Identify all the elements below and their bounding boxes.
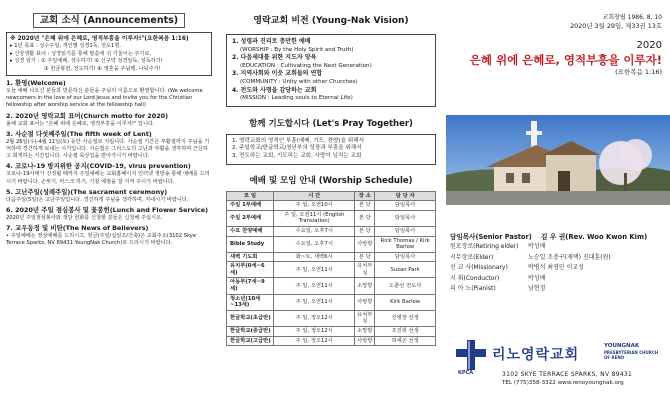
staff-row bbox=[450, 263, 668, 274]
schedule-row bbox=[227, 236, 436, 252]
schedule-cell: 수요일, 오후7시 bbox=[274, 236, 355, 252]
church-en-line3: OF RENO bbox=[604, 355, 625, 361]
schedule-header-row bbox=[227, 191, 436, 201]
staff-name: 남현정 bbox=[528, 285, 546, 292]
schedule-cell: 주 일, 오전11시 bbox=[274, 262, 355, 278]
schedule-cell: 아동부(7세~9세) bbox=[227, 278, 274, 294]
announcement-heading: 5. 고난주일(성례주일)(The sacrament ceremony) bbox=[6, 187, 168, 196]
schedule-title: 예배 및 모임 안내 (Worship Schedule) bbox=[249, 175, 413, 186]
schedule-cell: 주일 2부예배 bbox=[227, 210, 274, 226]
prayer-title: 함께 기도합시다 (Let's Pray Together) bbox=[249, 118, 413, 129]
schedule-row bbox=[227, 201, 436, 211]
pastor-line bbox=[450, 224, 668, 243]
schedule-cell: 유치부실 bbox=[355, 262, 375, 278]
schedule-cell: 본 당 bbox=[355, 210, 375, 226]
vision-item: 2. 다음세대를 위한 지도자 양육 (EDUCATION : Cultivating the Next Generation) bbox=[232, 54, 372, 69]
schedule-cell: 소망방 bbox=[355, 327, 375, 337]
vision-item: 4. 전도와 사명을 감당하는 교회 (MISSION : Leading souls to Eternal Life) bbox=[232, 86, 353, 102]
founded-date: 교회창립 1986. 8. 10 bbox=[602, 14, 662, 21]
schedule-cell: 담임목사 bbox=[375, 201, 436, 211]
announcement-body: 2월 26일(수)-4월 11일(토) 동안 사순절로 지킵니다. 사순절 기간은 부활절까지 주님을 기억하며 경건하게 보내는 시기입니다. 사순절은 그리스도의 고난과 부활을 생각하며 근신하고 회개하는 기간입니다. 사순절 묵상집을 받아가시기 바랍니다. bbox=[6, 138, 210, 160]
schedule-row bbox=[227, 226, 436, 236]
announcement-item bbox=[6, 79, 212, 110]
church-en-line2: PRESBYTERIAN CHURCH bbox=[604, 349, 659, 355]
church-cross-logo-icon bbox=[456, 340, 486, 370]
schedule-row bbox=[227, 294, 436, 310]
announcement-item bbox=[6, 112, 212, 128]
pastor-name: 김 우 권(Rev. Woo Kwon Kim) bbox=[540, 233, 648, 241]
church-logo-block bbox=[454, 340, 666, 400]
schedule-cell: 한글학교(고급반) bbox=[227, 336, 274, 346]
church-address: 3102 SKYE TERRACE SPARKS, NV 89431 bbox=[502, 371, 633, 378]
staff-role: 지 휘(Conductor) bbox=[450, 274, 500, 282]
schedule-cell: Rick Thomas / Kirk Barlow bbox=[375, 236, 436, 252]
staff-name: 박성배 bbox=[528, 243, 546, 250]
schedule-table-wrap bbox=[226, 191, 436, 347]
schedule-cell: 진병장 선생 bbox=[375, 310, 436, 326]
announcement-body: 다음주일(5일)은 고난주일입니다. 경건하게 주님을 생각하며, 지내시기 바랍니다. bbox=[6, 196, 189, 203]
schedule-row bbox=[227, 336, 436, 346]
staff-row bbox=[450, 242, 668, 253]
schedule-cell: 본 당 bbox=[355, 201, 375, 211]
announcement-body: • 주일예배는 영상예배를 드리시고, 헌금(주일/십일조/건축)은 교회주소(3102 Skye Terrace Sparks, NV 89431 YoungNak Church)로 드리시기 바랍니다. bbox=[6, 233, 197, 247]
schedule-cell: 주 일, 오전10시 bbox=[274, 201, 355, 211]
schedule-cell: 새벽 기도회 bbox=[227, 252, 274, 262]
schedule-cell: 담임목사 bbox=[375, 210, 436, 226]
schedule-header: 담 당 자 bbox=[375, 191, 436, 201]
staff-row bbox=[450, 253, 668, 264]
schedule-row bbox=[227, 210, 436, 226]
announcement-item bbox=[6, 130, 212, 161]
announcement-body: 2020년 주일점심봉사와 생단 헌화를 신청할 분들은 신청해 주십시오. bbox=[6, 215, 163, 222]
schedule-cell: 담임목사 bbox=[375, 226, 436, 236]
announcement-item bbox=[6, 188, 212, 204]
motto-box-line4: ▸ 성경 읽기 : ① 주일예배, 성수하기! ② 신구약 성경일독, 일독하기! bbox=[10, 58, 163, 64]
schedule-cell: Bible Study bbox=[227, 236, 274, 252]
schedule-cell: 사랑방 bbox=[355, 236, 375, 252]
cover-motto: 은혜 위에 은혜로, 영적부흥을 이루자! bbox=[469, 53, 662, 67]
church-en-line1: YOUNGNAK bbox=[604, 343, 640, 349]
schedule-cell: 한글학교(초급반) bbox=[227, 310, 274, 326]
schedule-cell: 주 일, 오전11시 bbox=[274, 294, 355, 310]
announcement-body: 올해 교회 표어는 "은혜 위에 은혜로, 영적부흥을 이루자!" 입니다. bbox=[6, 120, 155, 127]
vision-column bbox=[220, 0, 442, 407]
cover-column bbox=[446, 0, 670, 407]
cover-motto-reference: (요한복음 1:16) bbox=[615, 68, 662, 76]
schedule-cell: 주 일, 정오12시 bbox=[274, 336, 355, 346]
schedule-row bbox=[227, 310, 436, 326]
schedule-cell: 노춘선 전도사 bbox=[375, 278, 436, 294]
schedule-cell: 본 당 bbox=[355, 226, 375, 236]
prayer-item: 3. 전도하는 교회, 기도하는 교회, 사랑이 넘치는 교회 bbox=[232, 152, 362, 159]
motto-box-line2: ▸ 1년 목표 : 성수주일, 개인별 성경1독, 전도1명, bbox=[10, 43, 121, 49]
pastor-label: 담임목사(Senior Pastor) bbox=[450, 233, 532, 241]
announcements-column bbox=[0, 0, 218, 407]
prayer-item: 2. 주일학교/한글학교/청년부의 성장과 부흥을 위해서 bbox=[232, 145, 362, 152]
schedule-header: 모 임 bbox=[227, 191, 274, 201]
staff-row bbox=[450, 274, 668, 285]
staff-list bbox=[450, 242, 668, 295]
announcement-heading: 3. 사순절 다섯째주일(The fifth week of Lent) bbox=[6, 129, 152, 138]
kpca-label: KPCA bbox=[458, 370, 474, 376]
staff-row bbox=[450, 284, 668, 295]
staff-name: 박성배 bbox=[528, 274, 546, 282]
announcement-body: 오늘 예배 나오신 분들과 방문하신 분들을 주님의 이름으로 환영합니다. (We welcome newcomers in the love of our Lord Jesus and invite you for the Christian fellowship after worship service at the fellowship hall) bbox=[6, 88, 203, 109]
schedule-cell: 담임목사 bbox=[375, 252, 436, 262]
motto-box-line1: ※ 2020년 "은혜 위에 은혜로, 영적부흥을 이루자!"(요한복음 1:16) bbox=[10, 36, 189, 42]
schedule-cell: 유치부(0세~6세) bbox=[227, 262, 274, 278]
schedule-cell: 한글학교(중급반) bbox=[227, 327, 274, 337]
schedule-cell: 주 일, 정오12시 bbox=[274, 310, 355, 326]
schedule-cell: 주 일, 정오12시 bbox=[274, 327, 355, 337]
announcement-heading: 6. 2020년 주일 점심봉사 및 꽃봉헌(Lunch and Flower Service) bbox=[6, 206, 209, 215]
schedule-row bbox=[227, 252, 436, 262]
staff-role: 원로장로(Retiring elder) bbox=[450, 243, 519, 250]
announcements-title: 교회 소식 (Announcements) bbox=[33, 13, 185, 28]
schedule-header: 장 소 bbox=[355, 191, 375, 201]
schedule-cell: Susan Park bbox=[375, 262, 436, 278]
issue-date: 2020년 3월 29일, 제33권 13호 bbox=[570, 22, 662, 30]
schedule-row bbox=[227, 262, 436, 278]
announcement-heading: 4. 코로나-19 방지위한 공지(COVID-19, virus prevention) bbox=[6, 162, 191, 171]
church-name: 리노영락교회 bbox=[492, 347, 580, 363]
schedule-row bbox=[227, 278, 436, 294]
announcement-body: 코로나-19사태가 진정될 때까지 주일예배는 교회홈페이지 인터넷 생방송 통해 예배를 드리시기 바랍니다. 손씻기, 마스크 하기, 기침 예절을 잘 지켜 주시기 바랍니다. bbox=[6, 171, 210, 185]
schedule-cell: 사랑방 bbox=[355, 336, 375, 346]
vision-item: 3. 지역사회와 이웃 교회들의 연합 (COMMUNITY : Unity with other Churches) bbox=[232, 70, 358, 85]
prayer-box bbox=[226, 134, 436, 165]
vision-box bbox=[226, 34, 436, 107]
cover-year: 2020 bbox=[636, 40, 662, 51]
announcement-heading: 2. 2020년 영락교회 표어(Church motto for 2020) bbox=[6, 111, 169, 120]
schedule-cell: Kirk Barlow bbox=[375, 294, 436, 310]
staff-name: 노승일 조충구(재택) 진대훈(원) bbox=[528, 253, 611, 261]
schedule-cell: 주 일, 오전11시 bbox=[274, 278, 355, 294]
schedule-cell: 조진희 선생 bbox=[375, 327, 436, 337]
staff-role: 시무장로(Elder) bbox=[450, 253, 494, 261]
schedule-cell: 유치부실 bbox=[355, 310, 375, 326]
schedule-cell: 수요 찬양예배 bbox=[227, 226, 274, 236]
announcement-item bbox=[6, 224, 212, 247]
vision-title: 영락교회 비전 (Young-Nak Vision) bbox=[253, 16, 409, 26]
announcement-item bbox=[6, 162, 212, 185]
motto-box-line3: ▸ 신앙생활 표어 : 성경읽기를 통해 말씀에 귀 기울이는 주기로, bbox=[10, 50, 152, 57]
vision-item: 1. 성령과 진리로 충만한 예배 (WORSHIP : By the Holy Spirit and Truth) bbox=[232, 38, 354, 53]
schedule-header: 시 간 bbox=[274, 191, 355, 201]
schedule-cell: 본 당 bbox=[355, 252, 375, 262]
motto-box-line5: ③ 헌금봉헌, 전도하기! ④ 영혼을 주님께, 나눠주기! bbox=[44, 65, 161, 72]
church-contact: TEL (775)358-3322 www.renoyoungnak.org bbox=[502, 380, 624, 386]
schedule-table bbox=[226, 191, 436, 347]
schedule-cell: 소망방 bbox=[355, 278, 375, 294]
announcement-item bbox=[6, 206, 212, 222]
announcement-list bbox=[0, 76, 218, 248]
church-photo bbox=[446, 115, 670, 205]
schedule-cell: 사랑방 bbox=[355, 294, 375, 310]
schedule-cell: 주 일, 오전11시 (English Translation) bbox=[274, 210, 355, 226]
staff-name: 박병석 최영민 이교성 bbox=[528, 264, 584, 271]
schedule-cell: 청소년(10세~13세) bbox=[227, 294, 274, 310]
schedule-cell: 수요일, 오후7시 bbox=[274, 226, 355, 236]
schedule-cell: 허세곤 선생 bbox=[375, 336, 436, 346]
announcement-heading: 7. 교우동정 및 비탄(The News of Believers) bbox=[6, 224, 149, 233]
schedule-row bbox=[227, 327, 436, 337]
church-en-name bbox=[604, 344, 658, 361]
announcement-heading: 1. 환영(Welcome) bbox=[6, 79, 66, 87]
schedule-cell: 주일 1부예배 bbox=[227, 201, 274, 211]
staff-role: 피 아 노(Pianist) bbox=[450, 285, 496, 292]
motto-box bbox=[6, 32, 212, 76]
schedule-cell: 화~토, 새벽6시 bbox=[274, 252, 355, 262]
staff-role: 선 교 사(Missionary) bbox=[450, 264, 508, 271]
prayer-item: 1. 영락교회의 영적인 부흥(예배, 기도, 찬양)을 위해서 bbox=[232, 137, 364, 144]
